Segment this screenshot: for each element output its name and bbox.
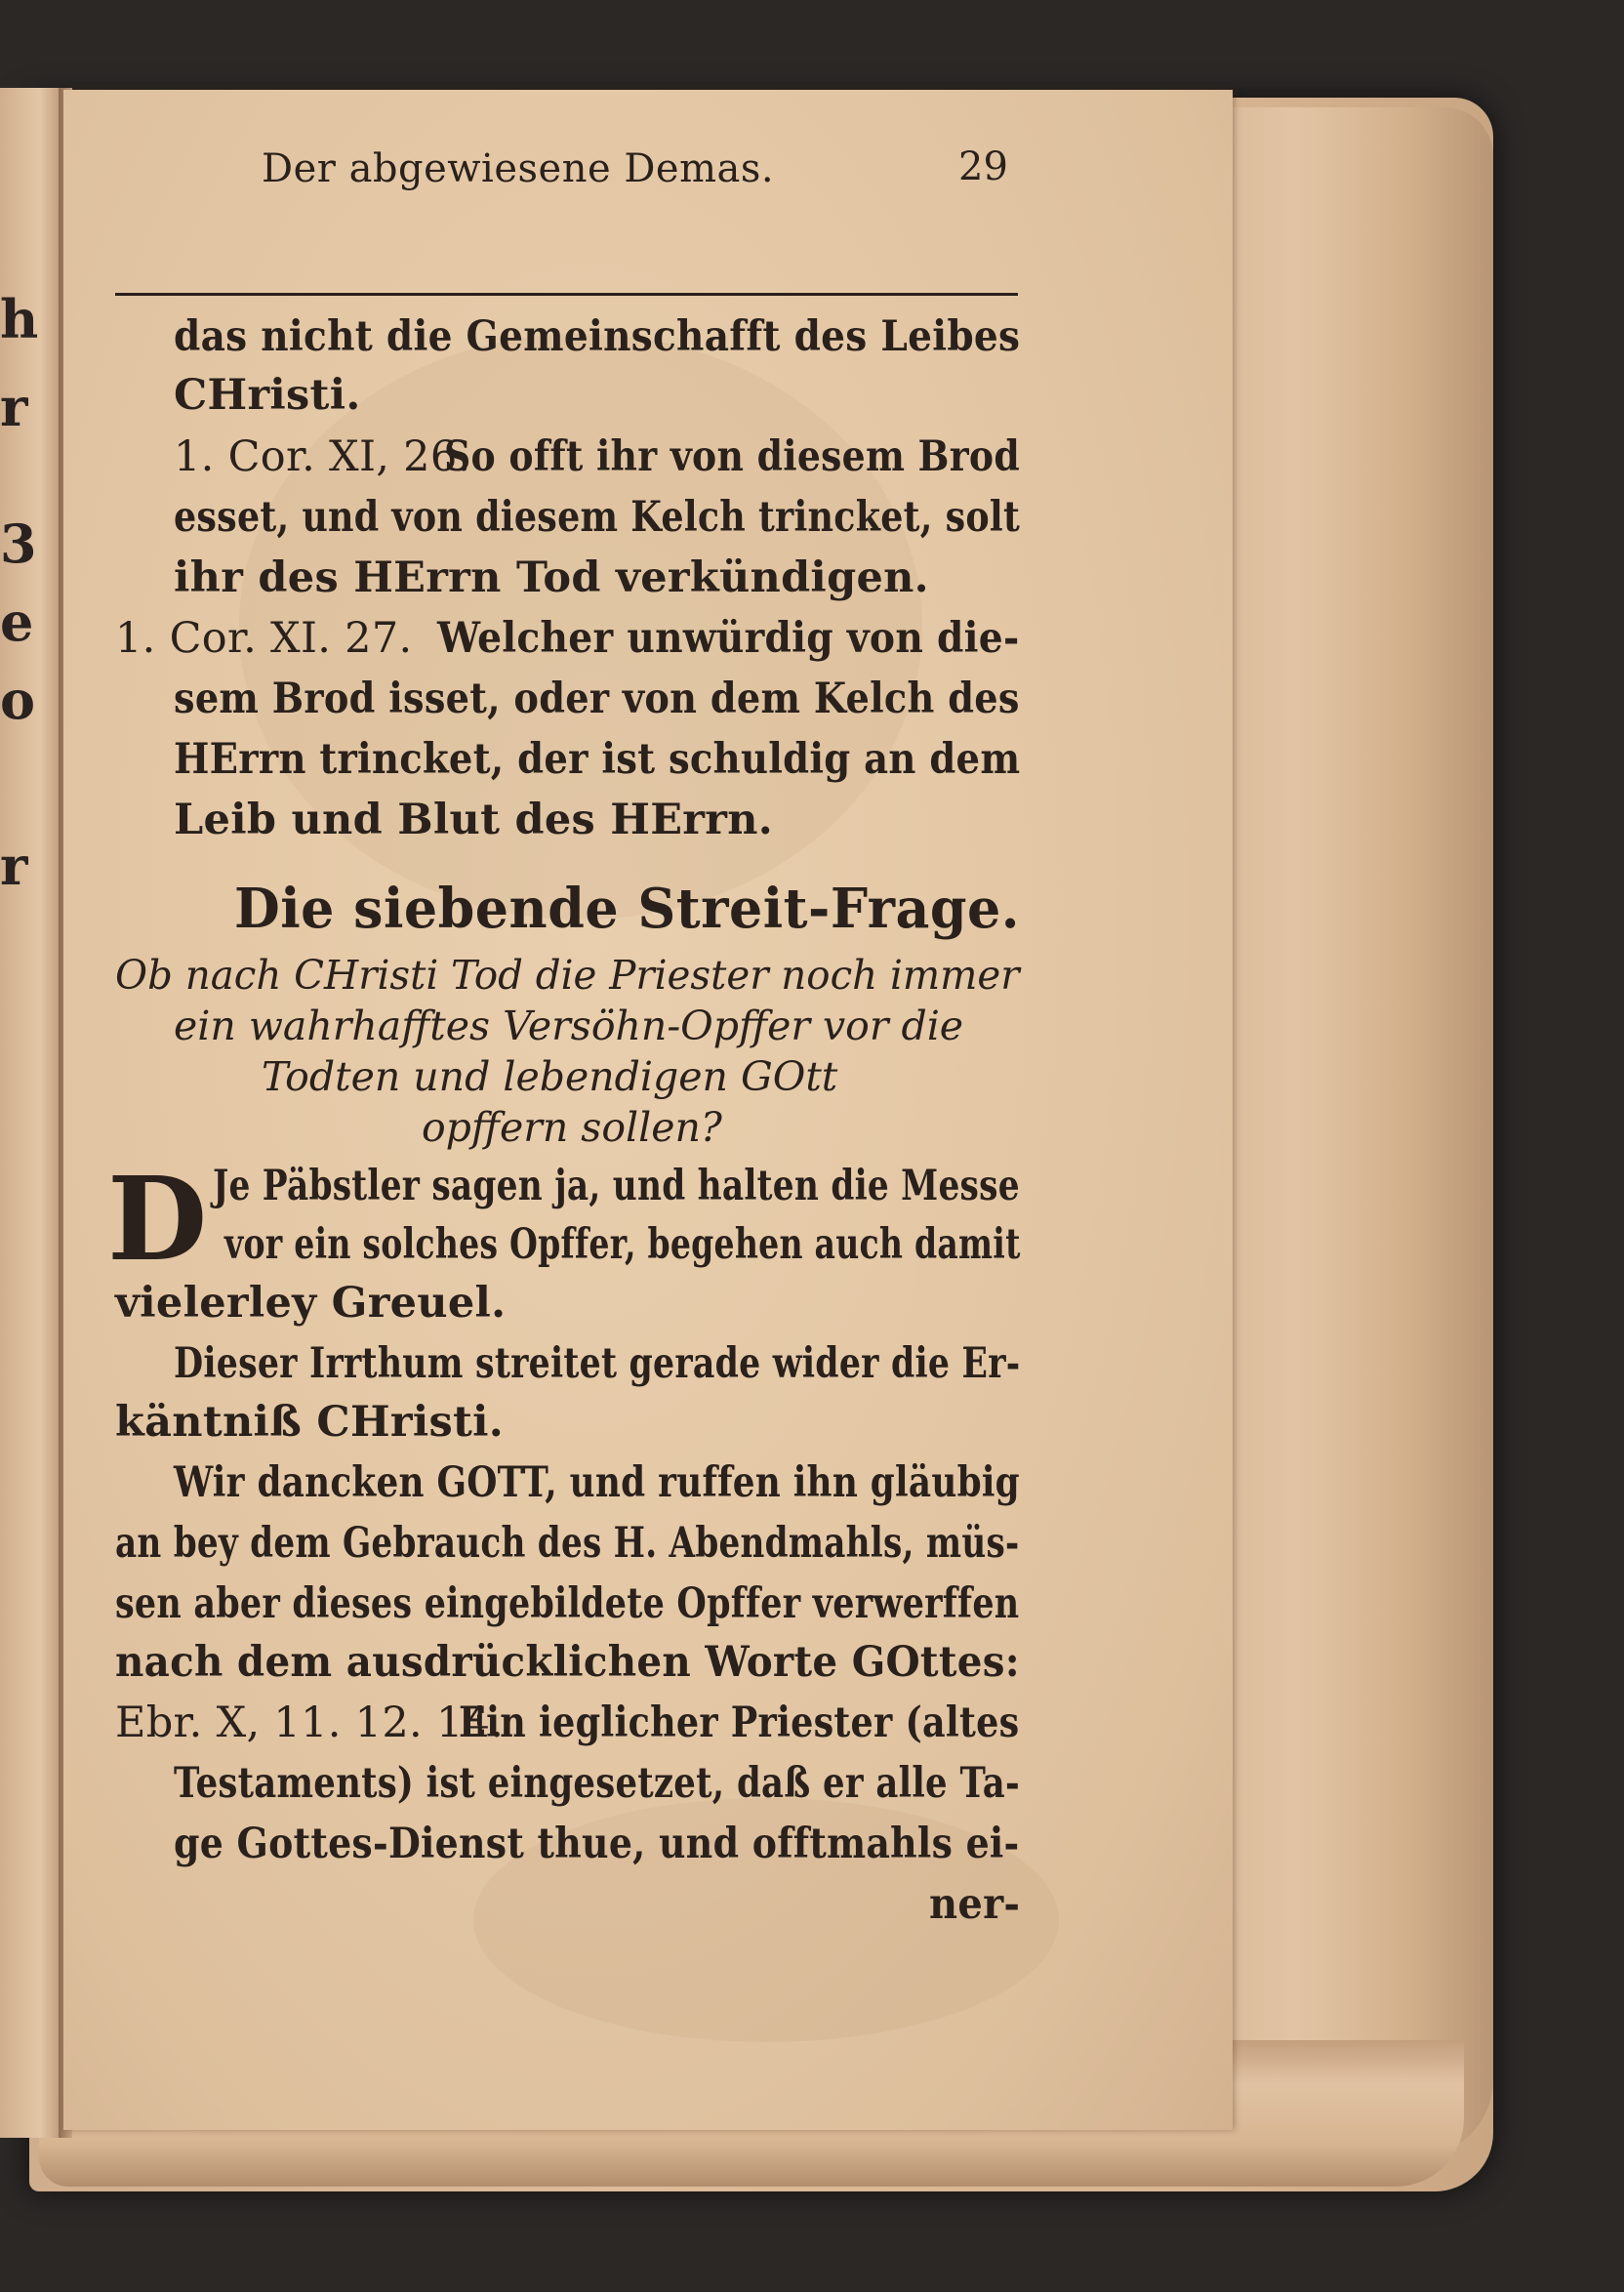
running-head: Der abgewiesene Demas. bbox=[262, 146, 775, 191]
text-line: ge Gottes-Dienst thue, und offtmahls ei- bbox=[174, 1820, 1020, 1868]
text-line: CHristi. bbox=[174, 371, 361, 420]
question-line: opffern sollen? bbox=[422, 1104, 722, 1151]
question-line: Todten und lebendigen GOtt bbox=[262, 1053, 838, 1100]
facing-page-glyph: e bbox=[0, 591, 34, 653]
catchword: ner- bbox=[929, 1880, 1021, 1929]
facing-page-glyph: h bbox=[0, 288, 39, 350]
text-line: vielerley Greuel. bbox=[115, 1279, 507, 1328]
text-line: HErrn trincket, der ist schuldig an dem bbox=[174, 735, 1021, 784]
text-line: sem Brod isset, oder von dem Kelch des bbox=[174, 675, 1020, 723]
text-line: Je Päbstler sagen ja, und halten die Messe bbox=[213, 1162, 1020, 1210]
question-line: Ob nach CHristi Tod die Priester noch immer bbox=[115, 952, 1020, 999]
text-line: das nicht die Gemeinschafft des Leibes bbox=[174, 312, 1021, 361]
page-number: 29 bbox=[958, 144, 1008, 189]
facing-page bbox=[0, 88, 66, 2138]
text-line: Wir dancken GOTT, und ruffen ihn gläubig bbox=[174, 1458, 1020, 1507]
scripture-reference: Ebr. X, 11. 12. 14. bbox=[115, 1699, 505, 1747]
text-line: Welcher unwürdig von die- bbox=[437, 614, 1020, 663]
text-line: Leib und Blut des HErrn. bbox=[174, 796, 774, 844]
text-line: an bey dem Gebrauch des H. Abendmahls, müs- bbox=[115, 1519, 1020, 1568]
header-rule bbox=[115, 293, 1018, 296]
facing-page-glyph: o bbox=[0, 669, 36, 731]
facing-page-glyph: 3 bbox=[0, 512, 37, 575]
text-line: Dieser Irrthum streitet gerade wider die Er- bbox=[174, 1339, 1021, 1388]
drop-cap: D bbox=[107, 1151, 208, 1287]
scripture-reference: 1. Cor. XI. 27. bbox=[115, 614, 413, 663]
facing-page-glyph: r bbox=[0, 835, 28, 897]
text-line: nach dem ausdrücklichen Worte GOttes: bbox=[115, 1638, 1020, 1687]
scripture-reference: 1. Cor. XI, 26. bbox=[174, 432, 471, 481]
section-heading: Die siebende Streit-Frage. bbox=[234, 877, 1021, 941]
text-line: Testaments) ist eingesetzet, daß er alle Ta- bbox=[174, 1759, 1020, 1808]
text-line: So offt ihr von diesem Brod bbox=[444, 432, 1021, 481]
facing-page-glyph: r bbox=[0, 376, 28, 438]
text-line: vor ein solches Opffer, begehen auch damit bbox=[224, 1220, 1021, 1269]
page-edges-right bbox=[1210, 107, 1493, 2157]
text-line: käntniß CHristi. bbox=[115, 1398, 505, 1447]
text-line: Ein ieglicher Priester (altes bbox=[459, 1699, 1020, 1747]
text-line: esset, und von diesem Kelch trincket, solt bbox=[174, 493, 1021, 542]
question-line: ein wahrhafftes Versöhn-Opffer vor die bbox=[174, 1003, 964, 1049]
text-line: ihr des HErrn Tod verkündigen. bbox=[174, 553, 929, 602]
text-line: sen aber dieses eingebildete Opffer verwerffen bbox=[115, 1579, 1020, 1628]
